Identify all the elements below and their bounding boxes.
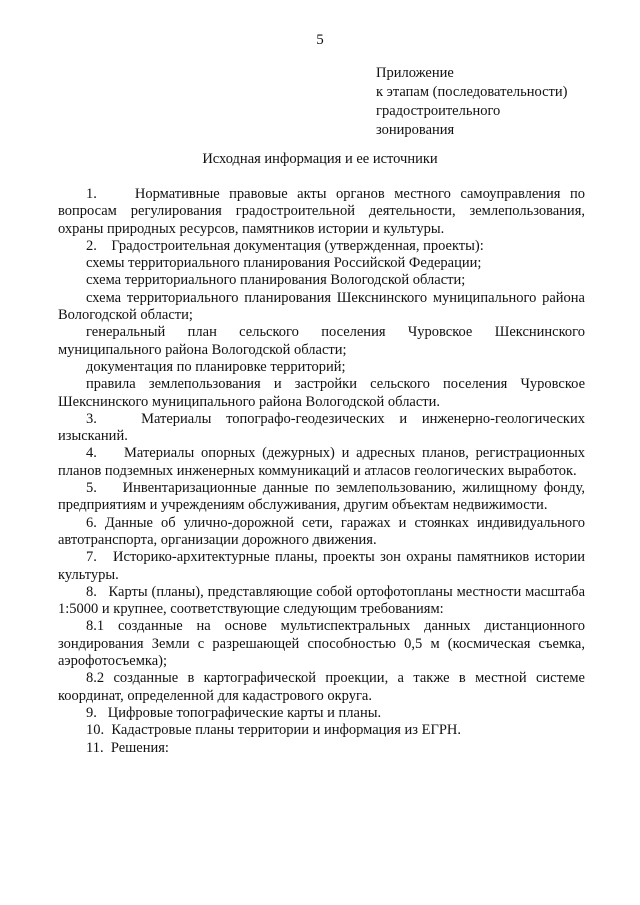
list-item: 3. Материалы топографо-геодезических и инженерно-геологических изысканий. xyxy=(58,410,585,445)
sub-item: схемы территориального планирования Российской Федерации; xyxy=(86,255,482,272)
appendix-line: зонирования xyxy=(376,122,455,138)
list-item: 1. Нормативные правовые акты органов местного самоуправления по вопросам регулирования градостроительной деятельности, землепользования, охраны природных ресурсов, памятников истории и культуры. xyxy=(58,186,585,237)
sub-item: 8.1 созданные на основе мультиспектральных данных дистанционного зондирования Земли с разрешающей способностью 0,5 м (космическая съемка, аэрофотосъемка); xyxy=(58,618,585,670)
page-number: 5 xyxy=(316,32,324,48)
list-item: 4. Материалы опорных (дежурных) и адресных планов, регистрационных планов подземных инженерных коммуникаций и атласов геологических выработок. xyxy=(58,445,585,479)
appendix-line: Приложение xyxy=(376,65,454,81)
list-item: 2. Градостроительная документация (утвержденная, проекты): xyxy=(86,237,484,254)
list-item: 6. Данные об улично-дорожной сети, гаражах и стоянках индивидуального автотранспорта, организации дорожного движения. xyxy=(58,514,585,548)
document-body xyxy=(58,186,585,757)
sub-item: 8.2 созданные в картографической проекции, а также в местной системе координат, определенной для кадастрового округа. xyxy=(58,670,585,704)
sub-item: схема территориального планирования Вологодской области; xyxy=(86,272,466,289)
sub-item: генеральный план сельского поселения Чуровское Шекснинского муниципального района Вологодской области; xyxy=(58,324,585,358)
list-item: 10. Кадастровые планы территории и информация из ЕГРН. xyxy=(86,722,462,739)
appendix-line: градостроительного xyxy=(376,103,501,119)
list-item: 5. Инвентаризационные данные по землепользованию, жилищному фонду, предприятиям и учреждениям обслуживания, другим объектам недвижимости. xyxy=(58,480,585,514)
sub-item: схема территориального планирования Шекснинского муниципального района Вологодской области; xyxy=(58,289,585,324)
appendix-note xyxy=(376,64,606,140)
sub-item: документация по планировке территорий; xyxy=(86,358,346,375)
list-item: 8. Карты (планы), представляющие собой ортофотопланы местности масштаба 1:5000 и крупнее, соответствующие следующим требованиям: xyxy=(58,583,585,618)
document-title: Исходная информация и ее источники xyxy=(202,151,438,167)
list-item: 9. Цифровые топографические карты и планы. xyxy=(86,704,382,721)
list-item: 7. Историко-архитектурные планы, проекты зон охраны памятников истории культуры. xyxy=(58,549,585,583)
sub-item: правила землепользования и застройки сельского поселения Чуровское Шекснинского муниципального района Вологодской области. xyxy=(58,376,585,410)
list-item: 11. Решения: xyxy=(86,739,169,756)
appendix-line: к этапам (последовательности) xyxy=(376,84,568,100)
